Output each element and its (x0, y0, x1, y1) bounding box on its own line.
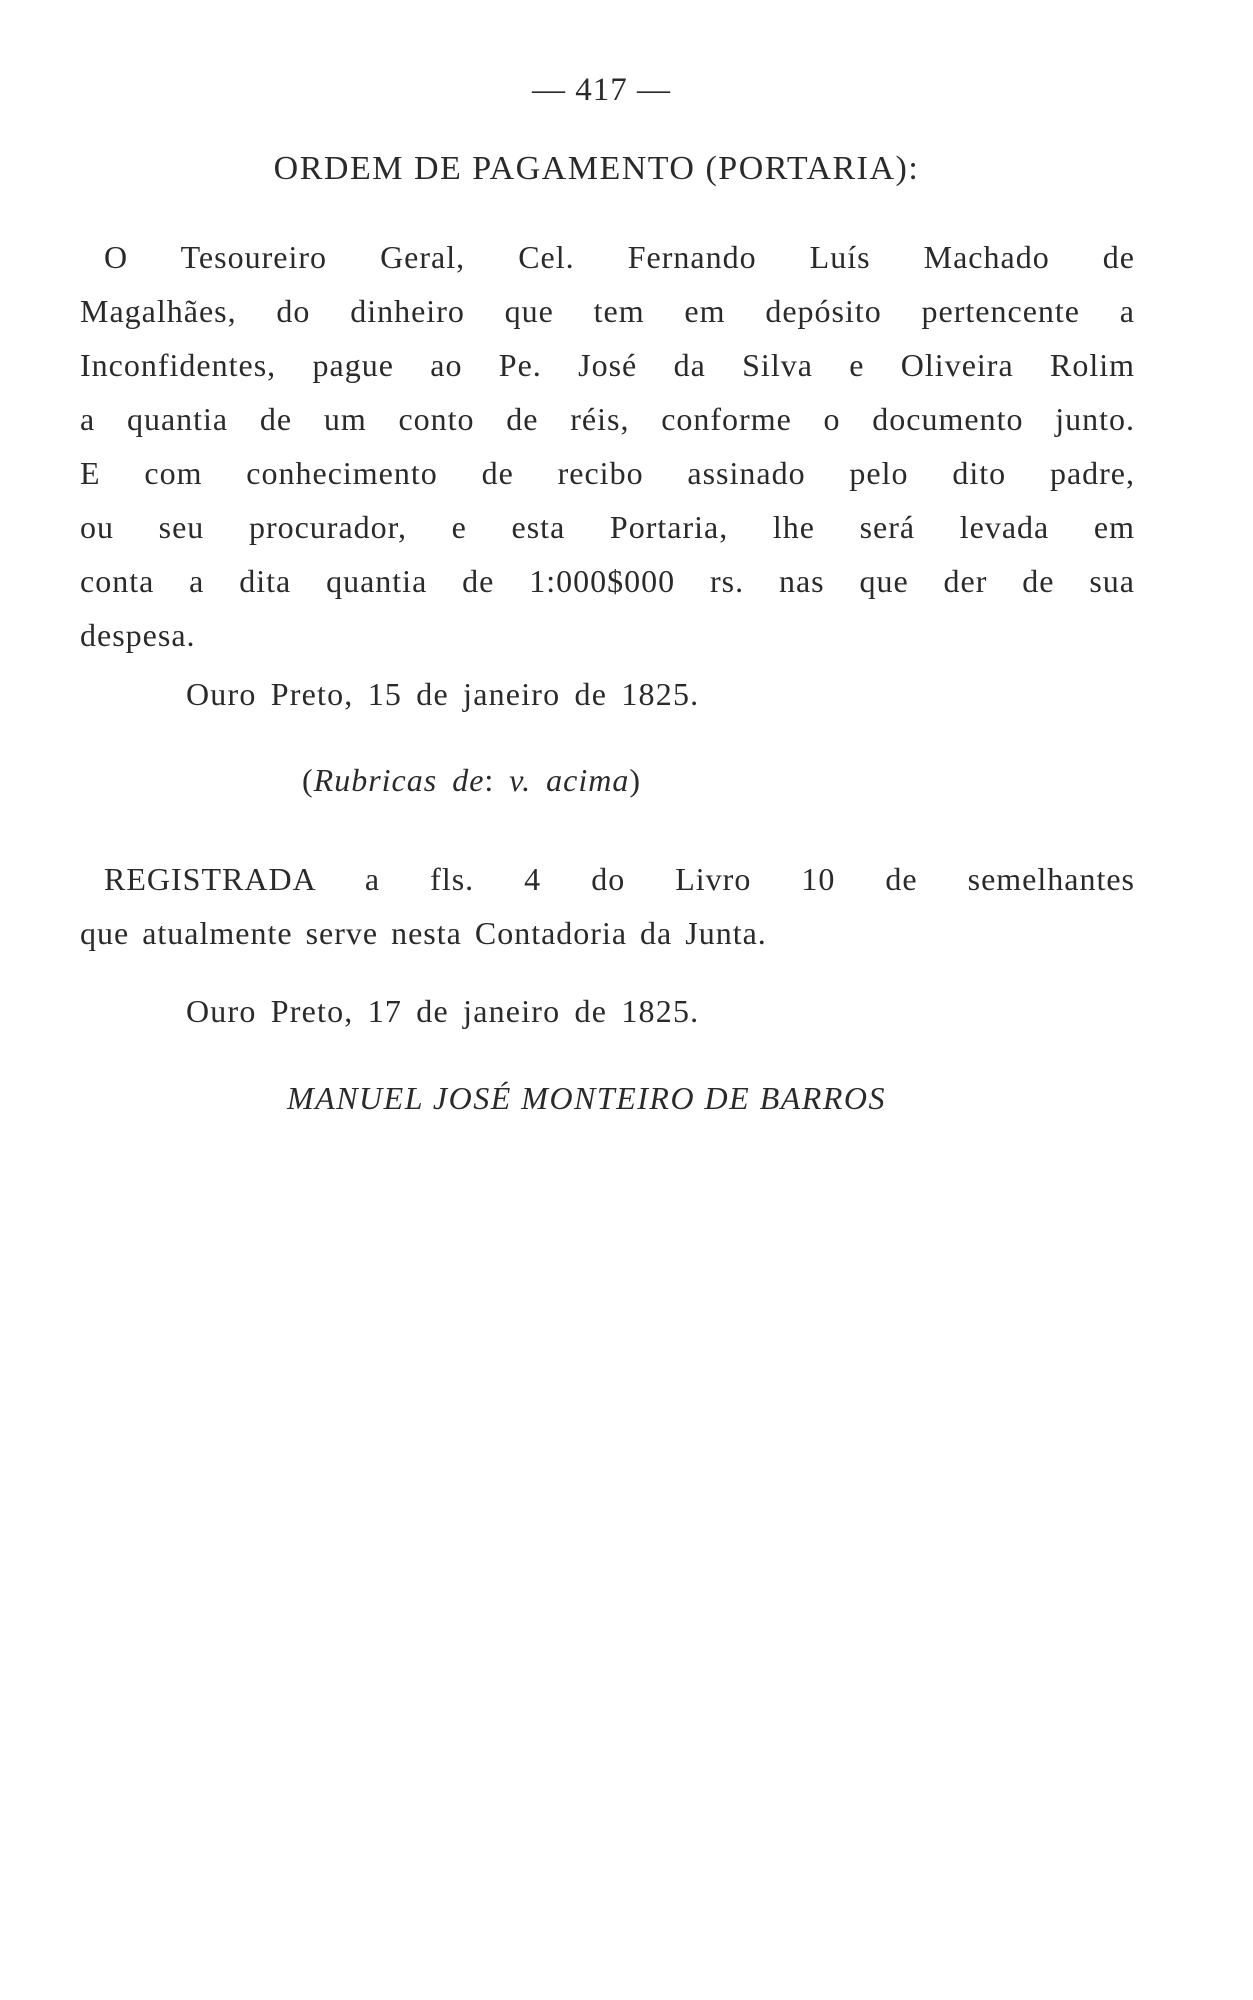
rubric-colon: : (484, 762, 510, 798)
date-first: Ouro Preto, 15 de janeiro de 1825. (186, 676, 700, 712)
paragraph-line: despesa. (80, 617, 196, 653)
paragraph-line: O Tesoureiro Geral, Cel. Fernando Luís Machado de (104, 239, 1135, 275)
paragraph-line: ou seu procurador, e esta Portaria, lhe será levada em (80, 509, 1135, 545)
registry-line: REGISTRADA a fls. 4 do Livro 10 de semelhantes (104, 861, 1135, 897)
date-second: Ouro Preto, 17 de janeiro de 1825. (186, 993, 700, 1029)
paragraph-line: conta a dita quantia de 1:000$000 rs. nas que der de sua (80, 563, 1135, 599)
rubric-italic-text: Rubricas de (313, 762, 485, 798)
paragraph-line: Inconfidentes, pague ao Pe. José da Silva e Oliveira Rolim (80, 347, 1135, 383)
registry-line: que atualmente serve nesta Contadoria da Junta. (80, 915, 767, 951)
paragraph-line: a quantia de um conto de réis, conforme o documento junto. (80, 401, 1135, 437)
registry-paragraph (80, 852, 1135, 960)
document-heading: ORDEM DE PAGAMENTO (PORTARIA): (273, 150, 920, 187)
signature: MANUEL JOSÉ MONTEIRO DE BARROS (287, 1080, 886, 1116)
rubric-open-paren: ( (302, 762, 314, 798)
payment-order-paragraph (80, 230, 1135, 662)
page-number: — 417 — (532, 72, 671, 108)
rubric-note (302, 762, 641, 799)
rubric-close-paren: ) (629, 762, 641, 798)
rubric-italic-text-2: v. acima (509, 762, 630, 798)
paragraph-line: Magalhães, do dinheiro que tem em depósito pertencente a (80, 293, 1135, 329)
paragraph-line: E com conhecimento de recibo assinado pelo dito padre, (80, 455, 1135, 491)
